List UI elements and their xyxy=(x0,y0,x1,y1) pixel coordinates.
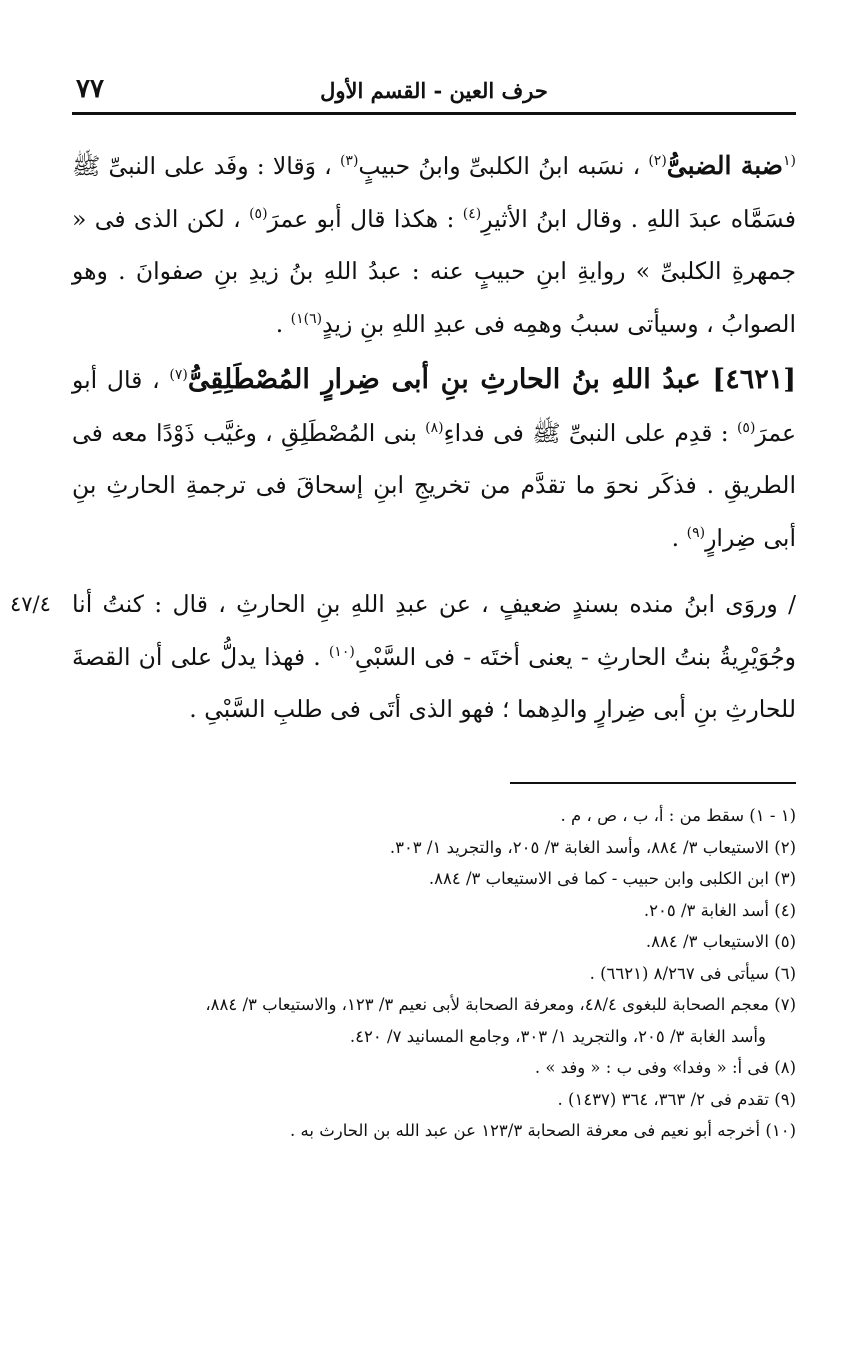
footnote-9: (٩) تقدم فى ٢/ ٣٦٣، ٣٦٤ (١٤٣٧) . xyxy=(557,1089,796,1109)
main-text xyxy=(10,140,796,736)
footnote-1: (١ - ١) سقط من : أ، ب ، ص ، م . xyxy=(560,806,796,825)
text-run: . xyxy=(671,523,687,552)
paragraph-1 xyxy=(72,140,796,350)
text-run: ، لكن الذى فى « جمهرةِ الكلبىِّ » روايةِ ابنِ حبيبٍ عنه : عبدُ اللهِ بنُ زيدِ بنِ صفوانَ . وهو الصوابُ ، وسيأتى سببُ وهمِه فى عبدِ اللهِ بنِ زيدٍ xyxy=(72,204,796,338)
name-heading: ضبة الضبىُّ xyxy=(666,151,783,180)
footnote-marker: (١ xyxy=(783,153,796,170)
footnote-6: (٦) سيأتى فى ٨/٢٦٧ (٦٦٢١) . xyxy=(589,963,796,983)
text-run: ، نسَبه ابنُ الكلبىِّ وابنُ حبيبٍ xyxy=(358,152,649,180)
footnote-marker: (٦)١) xyxy=(290,310,323,327)
running-title: حرف العين - القسم الأول xyxy=(320,78,548,103)
footnote-marker: (٧) xyxy=(169,367,188,384)
footnote-7: (٧) معجم الصحابة للبغوى ٤٨/٤، ومعرفة الصحابة لأبى نعيم ٣/ ١٢٣، والاستيعاب ٣/ ٨٨٤، xyxy=(205,995,796,1014)
footnote-4: (٤) أسد الغابة ٣/ ٢٠٥. xyxy=(643,900,796,920)
footnote-2: (٢) الاستيعاب ٣/ ٨٨٤، وأسد الغابة ٣/ ٢٠٥، والتجريد ١/ ٣٠٣. xyxy=(389,837,796,857)
footnote-marker: (٥) xyxy=(249,205,268,222)
footnote-3: (٣) ابن الكلبى وابن حبيب - كما فى الاستيعاب ٣/ ٨٨٤. xyxy=(428,869,796,888)
footnote-7-continued: وأسد الغابة ٣/ ٢٠٥، والتجريد ١/ ٣٠٣، وجامع المسانيد ٧/ ٤٢٠. xyxy=(349,1026,766,1046)
footnotes xyxy=(72,800,796,1147)
text-run: / وروَى ابنُ منده بسندٍ ضعيفٍ ، عن عبدِ اللهِ بنِ الحارثِ ، قال : كنتُ أنا وجُوَيْرِيةُ بنتُ الحارثِ - يعنى أختَه - فى السَّبْىِ xyxy=(72,590,796,671)
footnote-marker: (٥) xyxy=(736,419,756,436)
text-run: ، وَقالا : وفَد على النبىِّ ﷺ فسَمَّاه عبدَ اللهِ . وقال ابنُ الأثيرِ xyxy=(72,152,796,233)
text-run: . فهذا يدلُّ على أن القصةَ للحارثِ بنِ أبى ضِرارٍ والدِهما ؛ فهو الذى أتَى فى طلبِ السَّبْىِ . xyxy=(72,642,796,723)
entry-heading: [٤٦٢١] عبدُ اللهِ بنُ الحارثِ بنِ أبى ضِرارٍ المُصْطَلِقِىُّ xyxy=(187,364,796,395)
footnote-8: (٨) فى أ: « وفدا» وفى ب : « وفد » . xyxy=(534,1058,796,1077)
margin-reference: ٤٧/٤ xyxy=(10,592,51,616)
paragraph-2 xyxy=(72,354,796,564)
text-run: بنى المُصْطَلِقِ ، وغيَّب ذَوْدًا معه فى الطريقِ . فذكَر نحوَ ما تقدَّم من تخريجِ ابنِ إسحاقَ فى ترجمةِ الحارثِ بنِ أبى ضِرارٍ xyxy=(72,418,796,552)
page-number: ٧٧ xyxy=(76,74,104,104)
footnote-marker: (٩) xyxy=(686,524,706,541)
footnote-marker: (٢) xyxy=(648,153,667,170)
footnote-10: (١٠) أخرجه أبو نعيم فى معرفة الصحابة ١٢٣/٣ عن عبد الله بن الحارث به . xyxy=(290,1121,796,1140)
footnote-marker: (٣) xyxy=(339,153,359,170)
text-run: ، قال أبو عمرَ xyxy=(72,366,796,447)
paragraph-3 xyxy=(10,578,796,736)
footnote-marker: (٤) xyxy=(462,205,482,222)
footnote-marker: (١٠) xyxy=(328,643,355,660)
footnote-5: (٥) الاستيعاب ٣/ ٨٨٤. xyxy=(645,932,796,951)
footnote-divider xyxy=(510,782,796,784)
page-header xyxy=(72,70,796,115)
text-run: : هكذا قال أبو عمرَ xyxy=(267,204,463,233)
text-run: . xyxy=(275,309,291,338)
text-run: : قدِم على النبىِّ ﷺ فى فداءِ xyxy=(443,418,737,447)
footnote-marker: (٨) xyxy=(425,419,444,436)
